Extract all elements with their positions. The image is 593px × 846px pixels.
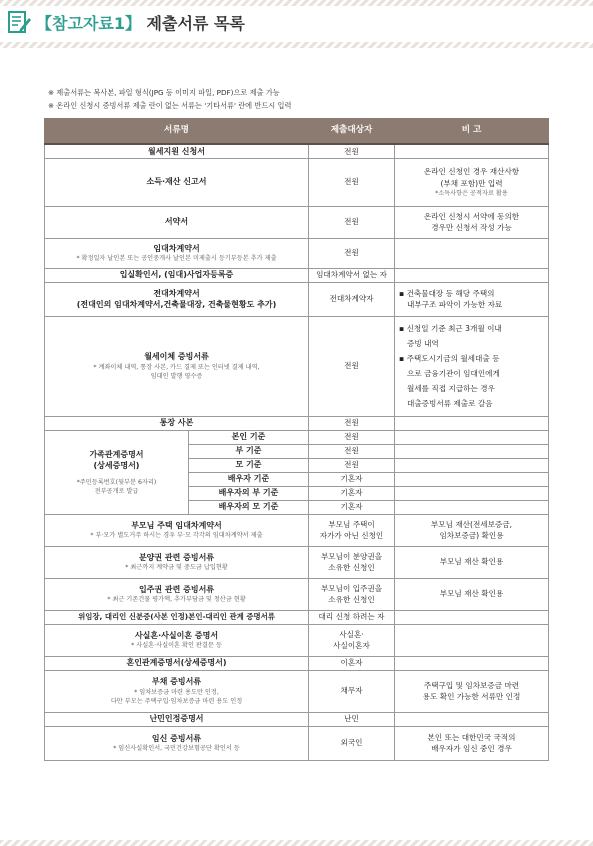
remark-text: 건축물대장 등 해당 주택의 (406, 288, 495, 298)
target-cell (309, 514, 395, 546)
target-cell: 난민 (309, 712, 395, 726)
bottom-stripe (0, 840, 593, 846)
target-line: 부모님이 입주권을 (320, 583, 383, 593)
table-row (45, 416, 549, 430)
doc-line: (상세증명서) (93, 461, 140, 470)
target-cell: 전원 (309, 416, 395, 430)
target-cell: 기혼자 (309, 472, 395, 486)
target-line: 소유한 신청인 (328, 563, 375, 572)
remark-cell (395, 624, 549, 656)
doc-subnote: * 부·모가 별도거주 하시는 경우 부·모 각각의 임대차계약서 제출 (90, 532, 263, 540)
remark-line: 내부구조 파악이 가능한 자료 (407, 300, 503, 309)
table-row (45, 316, 549, 416)
table-row (45, 144, 549, 158)
doc-subnote: 전부공개로 발급 (94, 487, 139, 495)
target-cell: 기혼자 (309, 486, 395, 500)
doc-subnote: * 계좌이체 내역, 통장 사본, 카드 결제 또는 인터넷 결제 내역, (93, 363, 260, 371)
remark-cell (395, 206, 549, 238)
remark-cell (395, 430, 549, 444)
doc-title: 분양권 관련 증빙서류 (138, 552, 215, 562)
table-row (45, 238, 549, 268)
target-cell: 전원 (309, 316, 395, 416)
remark-line: 온라인 신청인 경우 재산사항 (423, 167, 520, 176)
target-cell: 임대차계약서 없는 자 (309, 268, 395, 282)
doc-title: 부모님 주택 임대차계약서 (131, 520, 222, 530)
target-cell: 전원 (309, 144, 395, 158)
doc-title: 부채 증빙서류 (151, 677, 202, 687)
table-row (45, 712, 549, 726)
doc-cell (45, 578, 309, 610)
target-line: 부모님 주택이 (328, 519, 375, 529)
remark-cell (395, 268, 549, 282)
doc-cell: 혼인관계증명서(상세증명서) (45, 656, 309, 670)
remark-cell (395, 282, 549, 316)
target-line: 소유한 신청인 (328, 595, 375, 604)
target-cell (309, 624, 395, 656)
target-cell: 전원 (309, 206, 395, 238)
document-table (44, 118, 549, 761)
doc-subnote: *주민등록번호(뒷부분 6자리) (76, 478, 157, 486)
doc-cell: 통장 사본 (45, 416, 309, 430)
target-cell: 기혼자 (309, 500, 395, 514)
doc-title: 사실혼·사실이혼 증명서 (134, 630, 219, 640)
remark-cell (395, 610, 549, 624)
target-cell: 전원 (309, 238, 395, 268)
title-bracket-label: 【참고자료1】 (36, 14, 141, 33)
target-cell: 전원 (309, 458, 395, 472)
page-header (0, 6, 593, 42)
doc-cell: 위임장, 대리인 신분증(사본 인정)본인-대리인 관계 증명서류 (45, 610, 309, 624)
doc-line: 가족관계증명서 (89, 449, 144, 459)
doc-title: 월세이체 증빙서류 (144, 352, 209, 362)
table-row (45, 578, 549, 610)
remark-text: 신청일 기준 최근 3개월 이내 (406, 324, 502, 333)
remark-line: 부모님 재산(전세보증금, (430, 519, 513, 529)
target-line: 자가가 아닌 신청인 (319, 531, 384, 540)
remark-cell (395, 458, 549, 472)
doc-cell (45, 670, 309, 712)
target-line: 사실혼· (339, 629, 364, 639)
table-row (45, 546, 549, 578)
target-cell: 전원 (309, 444, 395, 458)
target-cell: 전원 (309, 430, 395, 444)
table-row (45, 670, 549, 712)
doc-cell: 입실확인서, (임대)사업자등록증 (45, 268, 309, 282)
doc-subnote: * 최근 기존건물 평가액, 추가부담금 및 청산금 현황 (107, 596, 246, 604)
family-basis-cell: 배우자 기준 (189, 472, 309, 486)
remark-cell: 부모님 재산 확인용 (395, 578, 549, 610)
remark-subnote: *소득사항은 공적자료 활용 (435, 190, 508, 197)
doc-subnote: * 임차보증금 마련 용도만 인정, (134, 688, 219, 696)
family-basis-cell: 부 기준 (189, 444, 309, 458)
remark-line: 임차보증금) 확인용 (439, 531, 504, 540)
remark-line: ▪ 건축물대장 등 해당 주택의 (399, 288, 495, 298)
doc-cell (45, 546, 309, 578)
remark-cell (395, 670, 549, 712)
header-bottom-stripe (0, 42, 593, 48)
doc-title: 입주권 관련 증빙서류 (138, 584, 215, 594)
target-line: 부모님이 분양권을 (320, 551, 383, 561)
remark-line: 본인 또는 대한민국 국적의 (427, 732, 516, 742)
doc-cell (45, 726, 309, 760)
note-line: ※ 온라인 신청시 증빙서류 제출 란이 없는 서류는 '기타서류' 란에 반드시 입력 (48, 101, 292, 110)
remark-line: 증빙 내역 (407, 339, 439, 348)
doc-subnote: * 임신사실확인서, 국민건강보험공단 확인서 등 (113, 745, 240, 753)
remark-line: 주택구입 및 임차보증금 마련 (423, 680, 520, 690)
remark-cell (395, 472, 549, 486)
doc-cell: 서약서 (45, 206, 309, 238)
doc-cell: 월세지원 신청서 (45, 144, 309, 158)
remark-cell (395, 444, 549, 458)
target-cell (309, 578, 395, 610)
header-doc: 서류명 (45, 119, 309, 145)
doc-cell: 소득·재산 신고서 (45, 158, 309, 206)
doc-subnote: * 최근까지 계약금 및 중도금 납입현황 (125, 564, 228, 572)
family-doc-cell (45, 430, 189, 514)
note-line: ※ 제출서류는 복사본, 파일 형식(JPG 등 이미지 파일, PDF)으로 제출 가능 (48, 88, 280, 97)
doc-cell (45, 316, 309, 416)
target-cell: 전원 (309, 158, 395, 206)
target-cell: 이혼자 (309, 656, 395, 670)
remark-cell (395, 238, 549, 268)
doc-subnote: 다만 부모는 주택구입·임차보증금 마련 용도 인정 (110, 697, 243, 705)
target-line: 사실이혼자 (333, 641, 370, 650)
remark-line: 경우만 신청서 작성 가능 (431, 223, 512, 232)
remark-cell (395, 500, 549, 514)
remark-line: ▪ 주택도시기금의 월세대출 등 (399, 354, 500, 363)
remark-line: 으로 금융기관이 임대인에게 (407, 369, 500, 378)
table-row (45, 268, 549, 282)
remark-cell (395, 656, 549, 670)
table-row (45, 656, 549, 670)
notes (48, 86, 291, 112)
remark-cell (395, 712, 549, 726)
remark-cell: 부모님 재산 확인용 (395, 546, 549, 578)
remark-cell (395, 726, 549, 760)
doc-subnote: * 확정일자 날인본 또는 공인중개사 날인본 미제출시 등기부등본 추가 제출 (76, 255, 277, 263)
table-row (45, 282, 549, 316)
doc-subnote: * 사실혼·사실이혼 확인 판결문 등 (131, 642, 222, 650)
remark-cell (395, 486, 549, 500)
target-cell (309, 546, 395, 578)
doc-cell (45, 514, 309, 546)
family-basis-cell: 모 기준 (189, 458, 309, 472)
doc-line: 전대차계약서 (153, 288, 200, 298)
target-cell: 채무자 (309, 670, 395, 712)
doc-cell: 난민인정증명서 (45, 712, 309, 726)
table-row (45, 430, 549, 444)
page-title (36, 11, 245, 34)
family-basis-cell: 배우자의 부 기준 (189, 486, 309, 500)
table-row (45, 610, 549, 624)
remark-line: 월세를 직접 지급하는 경우 (407, 384, 495, 393)
remark-cell (395, 158, 549, 206)
doc-line: (전대인의 임대차계약서,건축물대장, 건축물현황도 추가) (76, 300, 277, 309)
remark-line: ▪ 신청일 기준 최근 3개월 이내 (399, 324, 502, 333)
doc-subnote: 임대인 발행 영수증 (150, 372, 203, 380)
doc-cell (45, 238, 309, 268)
doc-cell (45, 624, 309, 656)
remark-line: 대출증빙서류 제출로 갈음 (407, 399, 493, 408)
doc-title: 임신 증빙서류 (151, 733, 202, 743)
target-cell: 대리 신청 하려는 자 (309, 610, 395, 624)
remark-cell (395, 514, 549, 546)
family-basis-cell: 배우자의 모 기준 (189, 500, 309, 514)
edit-document-icon (6, 9, 32, 35)
header-target: 제출대상자 (309, 119, 395, 145)
remark-line: 온라인 신청시 서약에 동의한 (423, 211, 520, 221)
table-row (45, 206, 549, 238)
table-row (45, 158, 549, 206)
remark-cell (395, 144, 549, 158)
remark-line: 배우자가 임신 중인 경우 (431, 744, 512, 753)
doc-cell (45, 282, 309, 316)
remark-text: 주택도시기금의 월세대출 등 (406, 354, 500, 363)
table-row (45, 726, 549, 760)
table-header-row (45, 119, 549, 145)
target-cell: 전대차계약자 (309, 282, 395, 316)
table-row (45, 514, 549, 546)
family-basis-cell: 본인 기준 (189, 430, 309, 444)
remark-line: 용도 확인 가능한 서류만 인정 (422, 692, 521, 701)
remark-line: (부채 포함)만 입력 (440, 178, 503, 188)
title-text: 제출서류 목록 (146, 14, 245, 33)
remark-cell (395, 416, 549, 430)
remark-cell (395, 316, 549, 416)
doc-title: 임대차계약서 (153, 243, 200, 253)
table-row (45, 624, 549, 656)
target-cell: 외국인 (309, 726, 395, 760)
header-remark: 비 고 (395, 119, 549, 145)
